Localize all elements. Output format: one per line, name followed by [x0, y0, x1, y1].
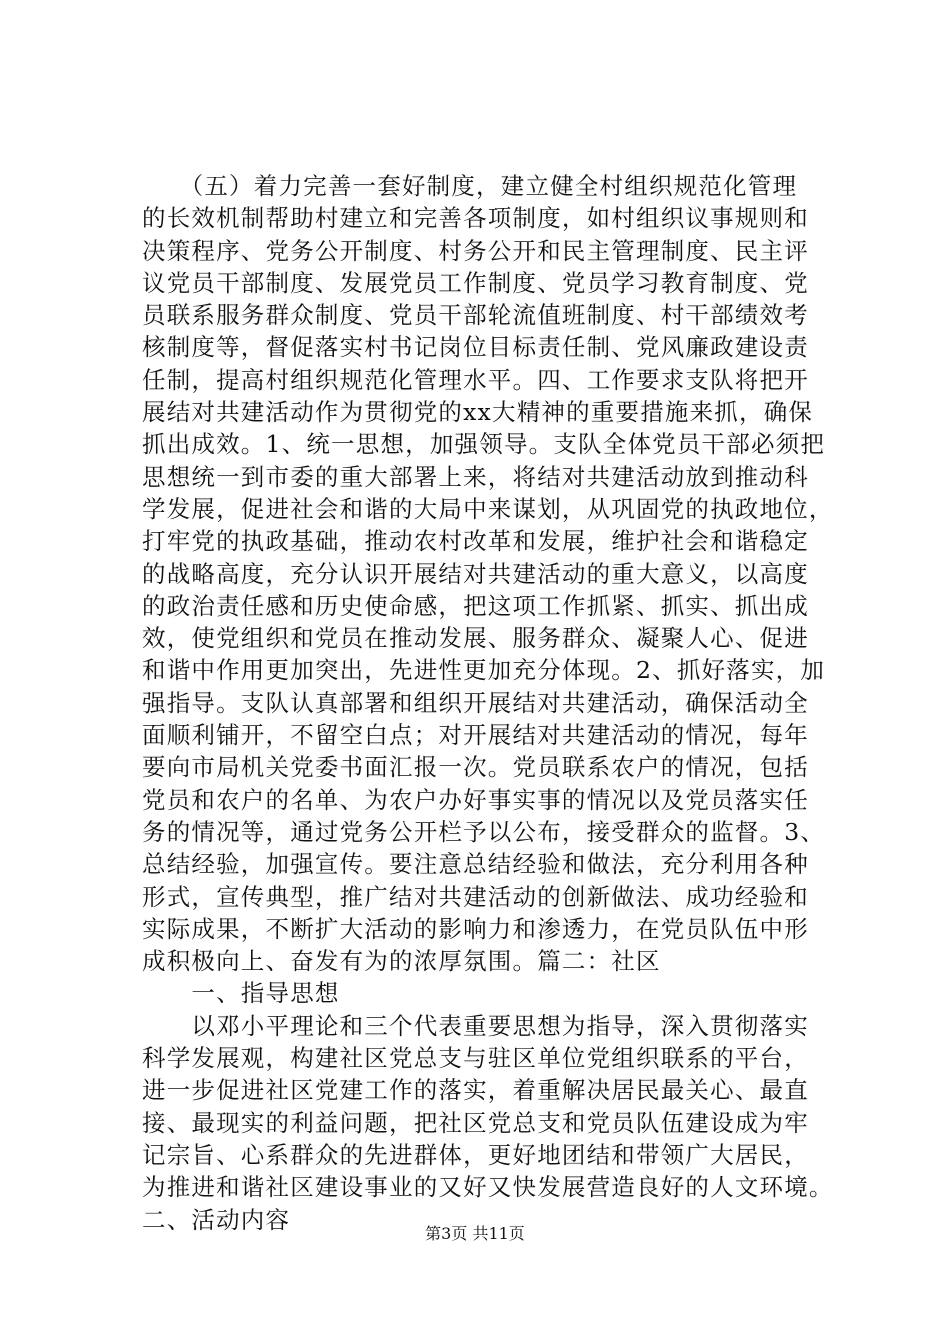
- text-line: 成积极向上、奋发有为的浓厚氛围。篇二：社区: [142, 947, 661, 976]
- text-line: 学发展，促进社会和谐的大局中来谋划，从巩固党的执政地位，: [142, 494, 834, 523]
- text-line: 形式，宣传典型，推广结对共建活动的创新做法、成功经验和: [142, 882, 809, 911]
- text-line: 抓出成效。1、统一思想，加强领导。支队全体党员干部必须把: [142, 430, 826, 459]
- page-footer: 第3页 共11页: [425, 1224, 525, 1243]
- text-line: 总结经验，加强宣传。要注意总结经验和做法，充分利用各种: [142, 850, 809, 879]
- text-line: 记宗旨、心系群众的先进群体，更好地团结和带领广大居民，: [142, 1140, 809, 1169]
- text-line: 的战略高度，充分认识开展结对共建活动的重大意义，以高度: [142, 559, 809, 588]
- text-line: 的长效机制帮助村建立和完善各项制度，如村组织议事规则和: [142, 204, 809, 233]
- text-line: 一、指导思想: [142, 979, 340, 1008]
- text-line: 要向市局机关党委书面汇报一次。党员联系农户的情况，包括: [142, 753, 809, 782]
- text-line: 思想统一到市委的重大部署上来，将结对共建活动放到推动科: [142, 462, 809, 491]
- text-line: 接、最现实的利益问题，把社区党总支和党员队伍建设成为牢: [142, 1108, 809, 1137]
- body-text: [142, 170, 842, 1236]
- text-line: 面顺利铺开，不留空白点；对开展结对共建活动的情况，每年: [142, 721, 809, 750]
- text-line: 进一步促进社区党建工作的落实，着重解决居民最关心、最直: [142, 1076, 809, 1105]
- text-line: 展结对共建活动作为贯彻党的xx大精神的重要措施来抓，确保: [142, 398, 814, 427]
- text-line: 务的情况等，通过党务公开栏予以公布，接受群众的监督。3、: [142, 817, 826, 846]
- text-line: 科学发展观，构建社区党总支与驻区单位党组织联系的平台，: [142, 1044, 809, 1073]
- text-line: 为推进和谐社区建设事业的又好又快发展营造良好的人文环境。: [142, 1173, 834, 1202]
- text-line: 以邓小平理论和三个代表重要思想为指导，深入贯彻落实: [142, 1011, 809, 1040]
- text-line: 和谐中作用更加突出，先进性更加充分体现。2、抓好落实，加: [142, 656, 826, 685]
- text-line: 议党员干部制度、发展党员工作制度、党员学习教育制度、党: [142, 268, 809, 297]
- text-line: 核制度等，督促落实村书记岗位目标责任制、党风廉政建设责: [142, 333, 809, 362]
- text-line: 打牢党的执政基础，推动农村改革和发展，维护社会和谐稳定: [142, 527, 809, 556]
- text-line: 强指导。支队认真部署和组织开展结对共建活动，确保活动全: [142, 688, 809, 717]
- text-line: 任制，提高村组织规范化管理水平。四、工作要求支队将把开: [142, 365, 809, 394]
- text-line: （五）着力完善一套好制度，建立健全村组织规范化管理: [142, 172, 798, 200]
- text-line: 党员和农户的名单、为农户办好事实事的情况以及党员落实任: [142, 785, 809, 814]
- text-line: 二、活动内容: [142, 1205, 291, 1234]
- text-line: 员联系服务群众制度、党员干部轮流值班制度、村干部绩效考: [142, 301, 809, 330]
- text-line: 实际成果，不断扩大活动的影响力和渗透力，在党员队伍中形: [142, 914, 809, 943]
- text-line: 效，使党组织和党员在推动发展、服务群众、凝聚人心、促进: [142, 624, 809, 653]
- text-line: 的政治责任感和历史使命感，把这项工作抓紧、抓实、抓出成: [142, 591, 809, 620]
- text-line: 决策程序、党务公开制度、村务公开和民主管理制度、民主评: [142, 236, 809, 265]
